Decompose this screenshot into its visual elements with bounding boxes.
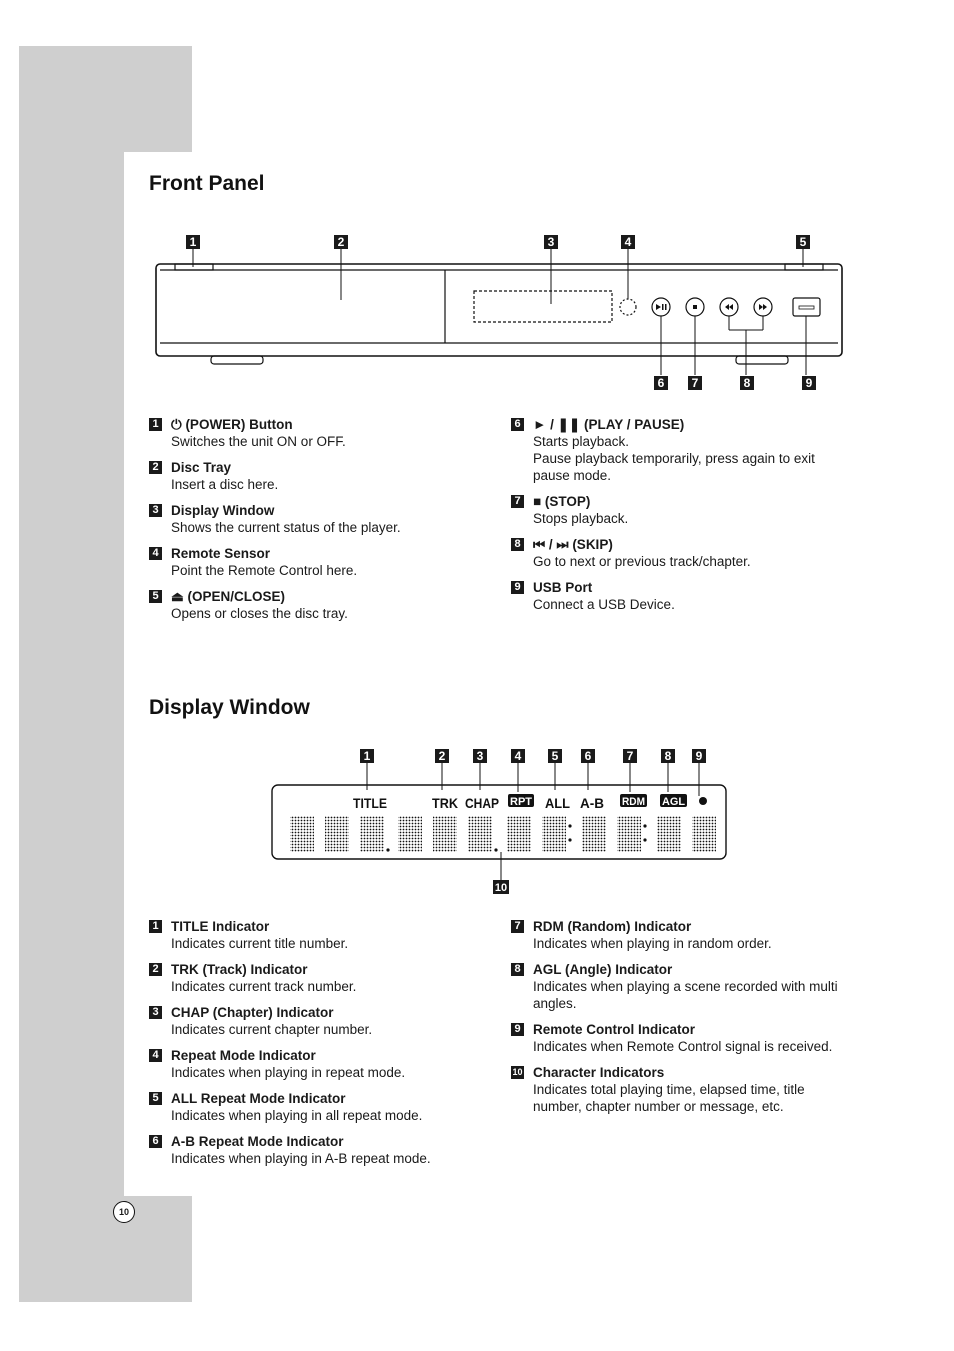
dw-item-num: 10 [512, 1067, 523, 1077]
fp-item-desc: Stops playback. [533, 511, 629, 526]
dw-list-left [149, 918, 489, 1176]
dw-item-1 [149, 918, 489, 952]
lcd-trk-label: TRK [432, 795, 458, 811]
fp-item-8 [511, 536, 846, 570]
fp-item-3 [149, 502, 479, 536]
svg-text:4: 4 [514, 749, 522, 763]
fp-item-desc: Insert a disc here. [171, 477, 279, 492]
dw-item-desc: Indicates when playing in repeat mode. [171, 1065, 406, 1080]
fp-item-title: Remote Sensor [171, 546, 271, 561]
fp-item-num: 4 [149, 547, 162, 560]
dw-item-title: Repeat Mode Indicator [171, 1048, 316, 1063]
svg-text:8: 8 [743, 376, 751, 390]
dw-item-5 [149, 1090, 489, 1124]
fp-callout-3 [544, 235, 558, 249]
dw-callout-2 [435, 749, 449, 763]
dw-list-right [511, 918, 846, 1124]
fp-item-num: 9 [511, 581, 524, 594]
dw-item-num: 3 [149, 1006, 162, 1019]
fp-item-title: Disc Tray [171, 460, 232, 475]
display-window-heading: Display Window [149, 696, 310, 719]
svg-text:2: 2 [337, 235, 345, 249]
fp-callout-5 [796, 235, 810, 249]
fp-item-title: (OPEN/CLOSE) [187, 589, 286, 604]
fp-list-left [149, 416, 479, 631]
lcd-agl-label: AGL [662, 796, 686, 808]
fp-item-5 [149, 588, 479, 622]
fp-list-right [511, 416, 846, 622]
fp-callout-1 [186, 235, 200, 249]
fp-callout-9 [802, 376, 816, 390]
dw-item-title: RDM (Random) Indicator [533, 919, 692, 934]
dw-item-title: A-B Repeat Mode Indicator [171, 1134, 344, 1149]
fp-callout-8 [740, 376, 754, 390]
lcd-title-label: TITLE [353, 795, 387, 811]
page-number: 10 [113, 1201, 135, 1223]
dw-item-6 [149, 1133, 489, 1167]
skip-icon: ⏮ / ⏭ [533, 537, 573, 552]
fp-callout-7 [688, 376, 702, 390]
svg-text:9: 9 [695, 749, 703, 763]
fp-item-6 [511, 416, 846, 484]
fp-item-4 [149, 545, 479, 579]
svg-text:6: 6 [584, 749, 592, 763]
fp-item-num: 3 [149, 504, 162, 517]
dw-item-num: 1 [149, 920, 162, 933]
dw-callout-4 [511, 749, 525, 763]
dw-item-desc: Indicates current track number. [171, 979, 357, 994]
dw-item-num: 7 [511, 920, 524, 933]
dw-item-9 [511, 1021, 846, 1055]
dw-item-num: 4 [149, 1049, 162, 1062]
svg-text:7: 7 [626, 749, 634, 763]
stop-icon: ■ [533, 494, 545, 509]
dw-item-num: 6 [149, 1135, 162, 1148]
svg-text:1: 1 [363, 749, 371, 763]
fp-callout-4 [621, 235, 635, 249]
fp-item-7 [511, 493, 846, 527]
svg-text:8: 8 [664, 749, 672, 763]
lcd-rpt-label: RPT [510, 796, 533, 808]
fp-item-desc: Go to next or previous track/chapter. [533, 554, 751, 569]
fp-item-title: (POWER) Button [185, 417, 293, 432]
dw-item-title: CHAP (Chapter) Indicator [171, 1005, 334, 1020]
dw-item-desc: Indicates when playing in random order. [533, 936, 772, 951]
dw-callout-10 [493, 880, 509, 894]
fp-item-desc: Starts playback. Pause playback temporarily, press again to exit pause mode. [533, 434, 815, 483]
fp-item-title: (SKIP) [572, 537, 613, 552]
svg-text:3: 3 [476, 749, 484, 763]
dw-item-num: 8 [511, 963, 524, 976]
fp-item-9 [511, 579, 846, 613]
dw-item-4 [149, 1047, 489, 1081]
dw-callout-1 [360, 749, 374, 763]
dw-item-desc: Indicates when playing in all repeat mode. [171, 1108, 423, 1123]
svg-text:7: 7 [691, 376, 699, 390]
lcd-ab-label: A-B [580, 795, 604, 811]
dw-item-desc: Indicates when playing a scene recorded with multi angles. [533, 979, 838, 1011]
eject-icon: ⏏ [171, 589, 188, 604]
fp-item-title: Display Window [171, 503, 275, 518]
dw-callout-8 [661, 749, 675, 763]
dw-item-10 [511, 1064, 846, 1115]
fp-item-desc: Switches the unit ON or OFF. [171, 434, 346, 449]
dw-item-title: TRK (Track) Indicator [171, 962, 308, 977]
fp-callout-2 [334, 235, 348, 249]
fp-item-desc: Opens or closes the disc tray. [171, 606, 348, 621]
fp-item-desc: Connect a USB Device. [533, 597, 675, 612]
svg-text:2: 2 [438, 749, 446, 763]
power-icon: ⏻ [171, 417, 186, 432]
dw-item-title: Character Indicators [533, 1065, 665, 1080]
svg-text:5: 5 [799, 235, 807, 249]
dw-item-title: ALL Repeat Mode Indicator [171, 1091, 346, 1106]
dw-callout-3 [473, 749, 487, 763]
fp-item-desc: Shows the current status of the player. [171, 520, 401, 535]
dw-item-7 [511, 918, 846, 952]
dw-callout-5 [548, 749, 562, 763]
button-glyphs [656, 304, 814, 310]
svg-text:10: 10 [494, 882, 508, 894]
dw-item-desc: Indicates current chapter number. [171, 1022, 373, 1037]
dw-callout-7 [623, 749, 637, 763]
dw-item-2 [149, 961, 489, 995]
fp-item-num: 2 [149, 461, 162, 474]
front-panel-heading: Front Panel [149, 172, 265, 195]
dw-item-desc: Indicates when Remote Control signal is received. [533, 1039, 833, 1054]
dw-callout-9 [692, 749, 706, 763]
fp-item-num: 1 [149, 418, 162, 431]
dw-item-title: TITLE Indicator [171, 919, 270, 934]
lcd-labels [353, 794, 707, 811]
dw-item-num: 9 [511, 1023, 524, 1036]
dw-item-desc: Indicates total playing time, elapsed time, title number, chapter number or message, etc. [533, 1082, 805, 1114]
dw-item-desc: Indicates when playing in A-B repeat mode. [171, 1151, 431, 1166]
fp-item-desc: Point the Remote Control here. [171, 563, 358, 578]
fp-item-title: USB Port [533, 580, 593, 595]
lcd-character-blocks [290, 816, 716, 852]
lcd-chap-label: CHAP [465, 795, 499, 811]
lcd-rdm-label: RDM [622, 796, 645, 808]
dw-item-desc: Indicates current title number. [171, 936, 349, 951]
dw-item-title: AGL (Angle) Indicator [533, 962, 673, 977]
dw-item-3 [149, 1004, 489, 1038]
fp-item-num: 7 [511, 495, 524, 508]
player-body [156, 264, 842, 364]
fp-callouts-top [186, 235, 810, 249]
fp-item-title: (STOP) [544, 494, 591, 509]
svg-text:4: 4 [624, 235, 632, 249]
dw-callout-6 [581, 749, 595, 763]
fp-item-num: 6 [511, 418, 524, 431]
dw-item-num: 5 [149, 1092, 162, 1105]
lcd-all-label: ALL [545, 795, 571, 811]
remote-indicator-dot [699, 797, 707, 805]
fp-item-title: (PLAY / PAUSE) [584, 417, 685, 432]
fp-callout-6 [654, 376, 668, 390]
play-pause-icon: ► / ❚❚ [533, 417, 584, 432]
dw-item-title: Remote Control Indicator [533, 1022, 696, 1037]
fp-item-1 [149, 416, 479, 450]
front-panel-diagram [0, 0, 954, 420]
fp-callouts-bottom [654, 376, 816, 390]
dw-item-8 [511, 961, 846, 1012]
fp-item-2 [149, 459, 479, 493]
svg-text:3: 3 [547, 235, 555, 249]
svg-text:1: 1 [189, 235, 197, 249]
svg-text:6: 6 [657, 376, 665, 390]
fp-item-num: 8 [511, 538, 524, 551]
svg-text:9: 9 [805, 376, 813, 390]
fp-item-num: 5 [149, 590, 162, 603]
dw-item-num: 2 [149, 963, 162, 976]
svg-text:5: 5 [551, 749, 559, 763]
